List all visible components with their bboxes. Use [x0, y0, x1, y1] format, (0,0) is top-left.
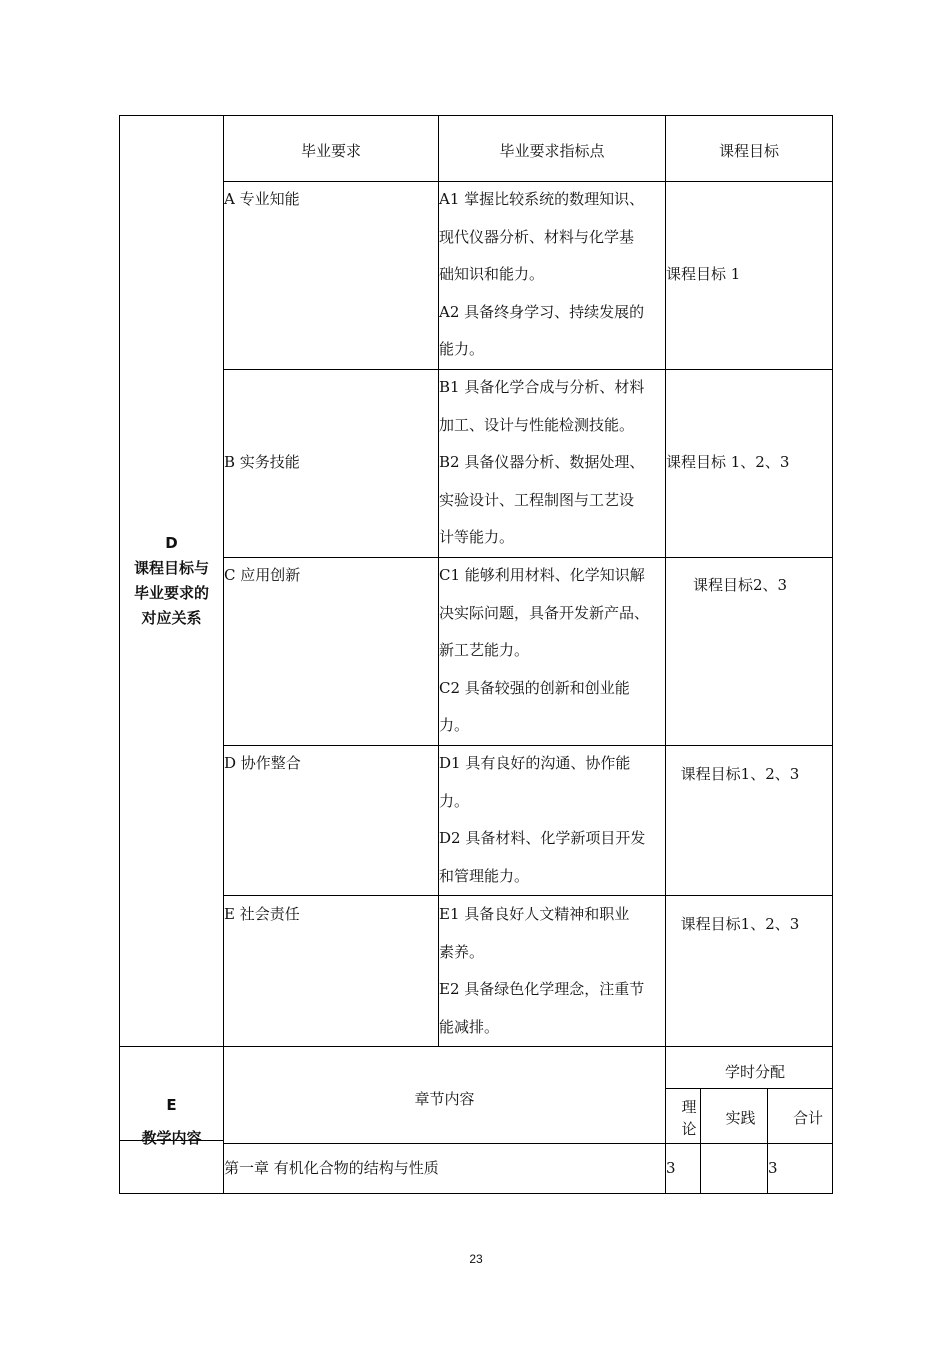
total-header: 合计: [792, 1109, 823, 1127]
theory-header: 理论: [681, 1098, 697, 1138]
indicator-b-line: 实验设计、工程制图与工艺设: [439, 490, 635, 509]
goal-e: 课程目标1、2、3: [680, 915, 800, 933]
indicator-a-line: A1 掌握比较系统的数理知识、: [439, 190, 645, 208]
section-d-title-line-2: 毕业要求的: [133, 584, 209, 602]
indicator-d-line: 和管理能力。: [439, 866, 530, 885]
indicator-e-line: E1 具备良好人文精神和职业: [439, 905, 630, 923]
section-d-code: D: [165, 534, 178, 552]
label-column-divider: [223, 115, 224, 1194]
chapter-row-1-theory: 3: [666, 1159, 676, 1177]
indicator-b-line: B1 具备化学合成与分析、材料: [439, 378, 645, 396]
indicator-e-line: 素养。: [439, 942, 485, 961]
e-header-row-separator: [223, 1143, 833, 1144]
section-e-code: E: [166, 1096, 177, 1114]
table-right-border: [832, 115, 833, 1194]
indicator-a-line: 现代仪器分析、材料与化学基: [439, 227, 635, 246]
goal-a: 课程目标 1: [666, 265, 741, 283]
indicator-d: [439, 745, 666, 895]
indicator-d-line: 力。: [439, 791, 470, 810]
section-d-title-line-3: 对应关系: [141, 609, 202, 627]
requirement-c: C 应用创新: [224, 566, 301, 584]
section-d-label: [120, 531, 223, 631]
indicator-a-line: 础知识和能力。: [439, 265, 545, 283]
indicator-b-line: B2 具备仪器分析、数据处理、: [439, 453, 645, 471]
indicator-c-line: 新工艺能力。: [439, 641, 530, 659]
table-top-border: [119, 115, 833, 116]
indicator-d-line: D1 具有良好的沟通、协作能: [439, 754, 631, 772]
indicator-d-line: D2 具备材料、化学新项目开发: [439, 829, 646, 847]
indicator-b-line: 加工、设计与性能检测技能。: [439, 415, 635, 434]
indicator-a-line: 能力。: [439, 340, 485, 358]
requirement-e: E 社会责任: [224, 905, 300, 923]
chapter-row-1-title: 第一章 有机化合物的结构与性质: [224, 1159, 439, 1177]
indicator-c: [439, 557, 666, 745]
indicator-a-line: A2 具备终身学习、持续发展的: [439, 302, 645, 321]
chapter-header: 章节内容: [414, 1090, 475, 1108]
header-requirement: 毕业要求: [300, 142, 361, 160]
header-goal: 课程目标: [718, 142, 779, 160]
goal-b: 课程目标 1、2、3: [666, 453, 790, 471]
goal-d: 课程目标1、2、3: [680, 765, 800, 783]
requirement-a: A 专业知能: [224, 190, 300, 208]
hours-header: 学时分配: [724, 1063, 785, 1081]
chapter-row-1-total: 3: [768, 1159, 778, 1177]
table-bottom-border: [119, 1193, 833, 1194]
header-indicator: 毕业要求指标点: [499, 142, 605, 160]
indicator-e-line: E2 具备绿色化学理念，注重节: [439, 980, 645, 998]
section-d-title-line-1: 课程目标与: [133, 559, 209, 577]
section-e-title: 教学内容: [141, 1129, 202, 1147]
table-left-border: [119, 115, 120, 1194]
indicator-c-line: 决实际问题，具备开发新产品、: [439, 603, 650, 622]
indicator-b: [439, 369, 666, 557]
requirement-b: B 实务技能: [224, 453, 300, 471]
indicator-a: [439, 181, 666, 369]
requirement-d: D 协作整合: [224, 754, 301, 772]
page-number: 23: [469, 1252, 483, 1266]
goal-c: 课程目标2、3: [692, 576, 788, 594]
indicator-b-line: 计等能力。: [439, 528, 515, 546]
practice-header: 实践: [725, 1109, 756, 1127]
indicator-e-line: 能减排。: [439, 1017, 500, 1036]
section-e-label: [120, 1094, 223, 1149]
section-d-e-separator: [119, 1046, 833, 1047]
indicator-c-line: C1 能够利用材料、化学知识解: [439, 566, 645, 584]
indicator-c-line: C2 具备较强的创新和创业能: [439, 678, 630, 697]
indicator-e: [439, 896, 666, 1046]
indicator-c-line: 力。: [439, 716, 470, 734]
